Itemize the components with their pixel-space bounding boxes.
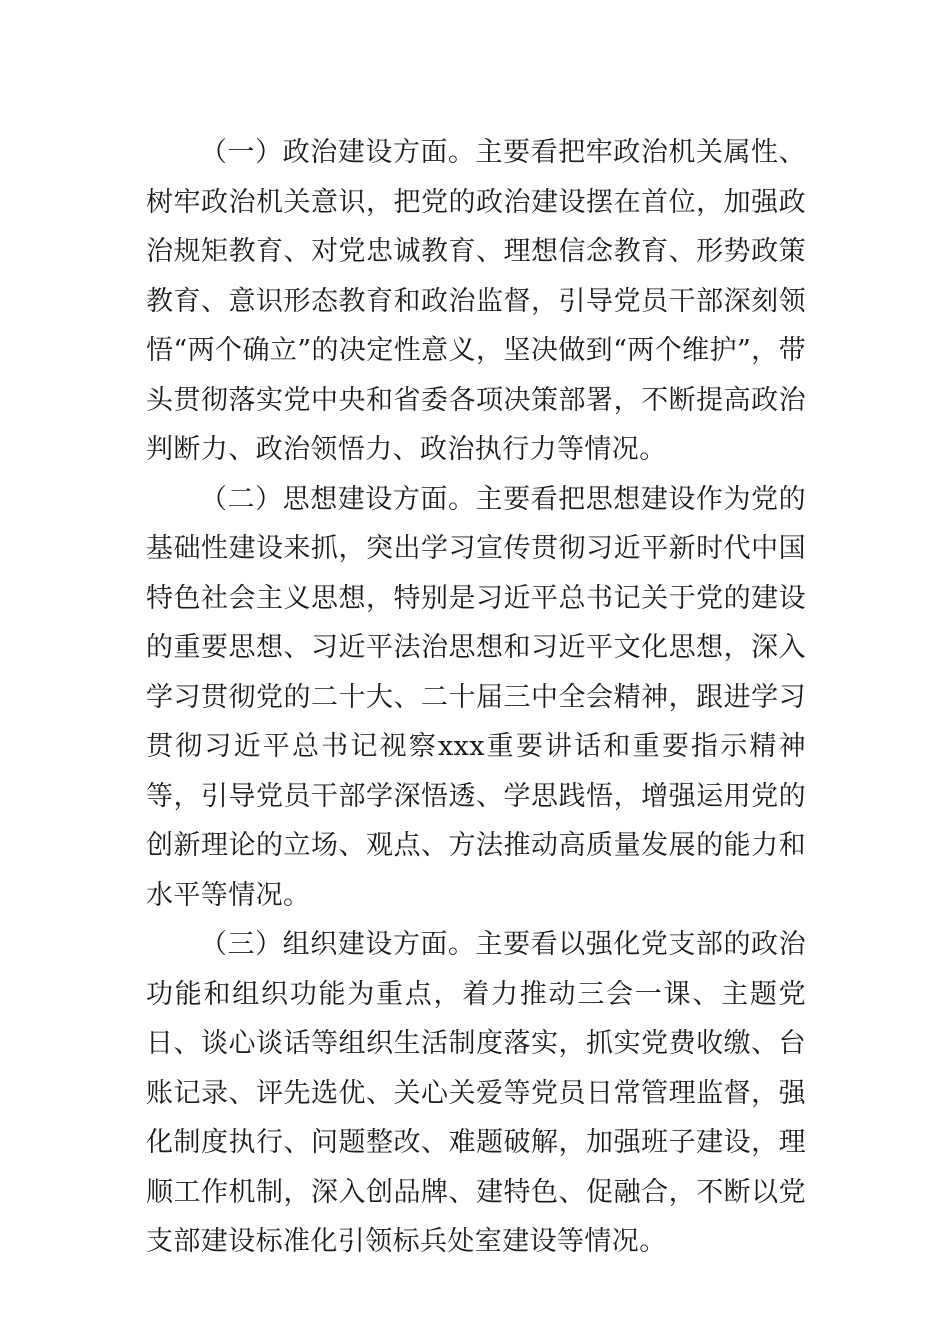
paragraph-organizational-construction: （三）组织建设方面。主要看以强化党支部的政治功能和组织功能为重点，着力推动三会一课、主题党日、谈心谈话等组织生活制度落实，抓实党费收缴、台账记录、评先选优、关心关爱等党员日常管理监督，强化制度执行、问题整改、难题破解，加强班子建设，理顺工作机制，深入创品牌、建特色、促融合，不断以党支部建设标准化引领标兵处室建设等情况。 bbox=[146, 929, 806, 1257]
paragraph-ideological-construction: （二）思想建设方面。主要看把思想建设作为党的基础性建设来抓，突出学习宣传贯彻习近平新时代中国特色社会主义思想，特别是习近平总书记关于党的建设的重要思想、习近平法治思想和习近平文化思想，深入学习贯彻党的二十大、二十届三中全会精神，跟进学习贯彻习近平总书记视察xxx重要讲话和重要指示精神等，引导党员干部学深悟透、学思践悟，增强运用党的创新理论的立场、观点、方法推动高质量发展的能力和水平等情况。 bbox=[146, 483, 806, 911]
document-body bbox=[146, 128, 806, 1267]
paragraph-political-construction: （一）政治建设方面。主要看把牢政治机关属性、树牢政治机关意识，把党的政治建设摆在首位，加强政治规矩教育、对党忠诚教育、理想信念教育、形势政策教育、意识形态教育和政治监督，引导党员干部深刻领悟“两个确立”的决定性意义，坚决做到“两个维护”，带头贯彻落实党中央和省委各项决策部署，不断提高政治判断力、政治领悟力、政治执行力等情况。 bbox=[146, 137, 806, 465]
